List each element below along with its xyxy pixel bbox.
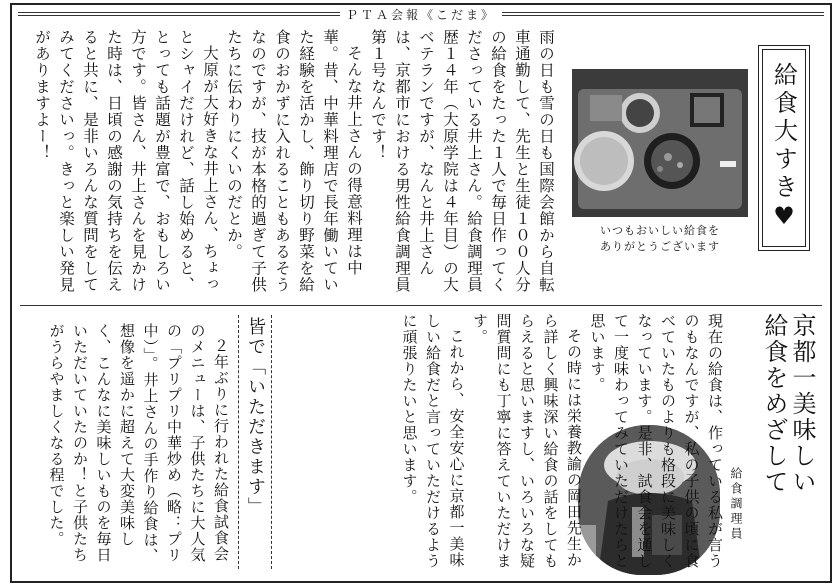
article-body-top [22,29,558,297]
photo-caption [572,223,748,255]
newsletter-title: ＰＴＡ会報《こだま》 [346,7,497,22]
paragraph: その時には栄養教諭の岡田先生から詳しく興味深い給食の話をしてもらえると思いますし、いろいろな疑問質問にも丁寧に答えていただけます。 [471,313,583,569]
section-divider [20,305,822,306]
header-rule-right [502,12,824,16]
paragraph: 雨の日も雪の日も国際会館から自転車通勤して、先生と生徒１００人分の給食をたった１人で毎日作ってくださっている井上さん。給食調理員歴１４年（大原学院は４年目）の大ベテランですが、なんと井上さんは、京都市における男性給食調理員第１号なんです！ [369,29,555,293]
paragraph: 現在の給食は、作っている私が言うのもなんですが、私の子供の頃に食べていたものよりも格段に美味しくなっています。是非、試食会を通して一度味わってみていただけたらと思います。 [588,313,724,569]
author-label: 給食調理員 [729,467,743,542]
heart-icon: ♥ [770,202,798,234]
paragraph: 大原が大好きな井上さん、ちょっとシャイだけれど、話し始めると、とっても話題が豊富で、おもしろい方です。皆さん、井上さんを見かけた時は、日頃の感謝の気持ちを伝えると共に、是非いろんな質問をしてみてくださいっ。きっと楽しい発見がありますよー！ [33,29,219,293]
article-body-right [296,313,726,575]
caption-line-1: いつもおいしい給食を [600,224,720,237]
paragraph: これから、安全安心に京都一美味しい給食だと言っていただけるように頑張りたいと思います。 [400,313,466,569]
caption-line-2: ありがとうございます [600,240,720,253]
newsletter-header [12,5,830,23]
article-body-left [22,323,232,573]
headline-line-1: 京都一美味しい [788,313,816,495]
school-lunch-photo [572,69,748,217]
paragraph: ２年ぶりに行われた給食試食会のメニューは、子供たちに大人気の「プリプリ中華炒め（略：プリ中）」。井上さんの手作り給食は、想像を遥かに超えて大変美味しく、こんなに美味しいものを毎日いただいていたのか！と子供たちがうらやましくなる程でした。 [47,323,230,564]
header-rule-left [18,12,340,16]
lunch-tray-illustration [572,69,748,217]
article-title [762,49,806,247]
article-title-box [758,45,810,251]
newsletter-page [10,3,832,583]
article-title-text: 給食大すき [769,62,798,202]
article-headline [752,313,816,503]
callout-headline: 皆で「いただきます」 [238,315,272,569]
headline-line-2: 給食をめざして [760,313,788,495]
paragraph: そんな井上さんの得意料理は中華。昔、中華料理店で長年働いていた経験を活かし、飾り切り野菜を給食のおかずに入れることもあるそうなのですが、技が本格的過ぎて子供たちに伝わりにくいのだとか。 [225,29,363,293]
